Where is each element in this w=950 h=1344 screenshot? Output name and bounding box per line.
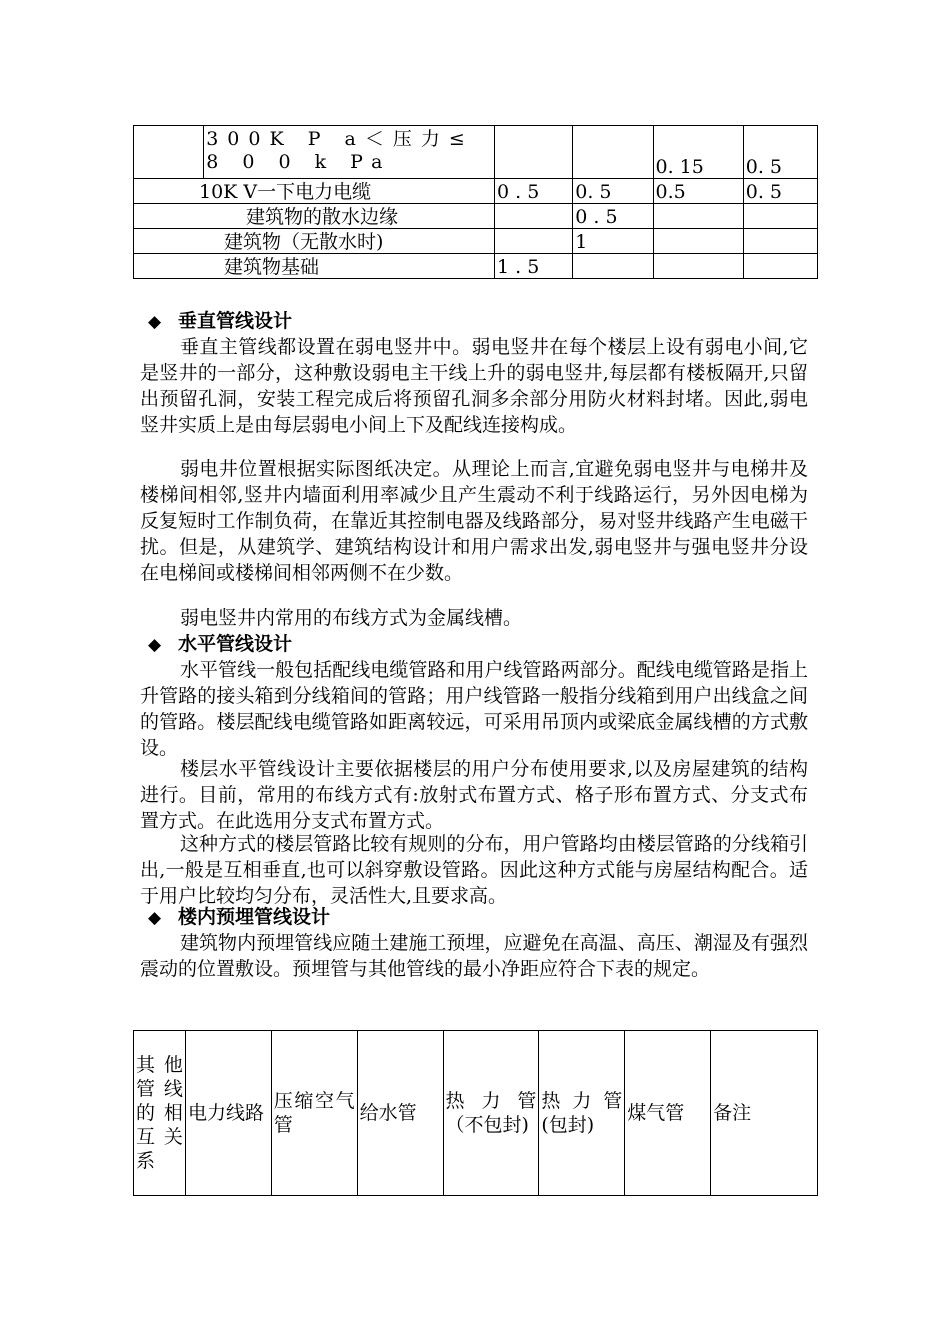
paragraph: 垂直主管线都设置在弱电竖井中。弱电竖井在每个楼层上设有弱电小间,它是竖井的一部分，这种敷设弱电主干线上升的弱电竖井,每层都有楼板隔开,只留出预留孔洞，安装工程完成后将预留孔洞多余部分用防火材料封堵。因此,弱电竖井实质上是由每层弱电小间上下及配线连接构成。 xyxy=(140,336,808,436)
section-heading-horizontal xyxy=(148,631,292,658)
section-heading-vertical xyxy=(148,308,292,335)
table-cell xyxy=(495,126,573,179)
paragraph: 弱电井位置根据实际图纸决定。从理论上而言,宜避免弱电竖井与电梯井及楼梯间相邻,竖井内墙面利用率减少且产生震动不利于线路运行，另外因电梯为反复短时工作制负荷，在靠近其控制电器及线路部分，易对竖井线路产生电磁干扰。但是，从建筑学、建筑结构设计和用户需求出发,弱电竖井与强电竖井分设在电梯间或楼梯间相邻两侧不在少数。 xyxy=(140,458,808,584)
table-cell: 0. 5 xyxy=(573,179,653,204)
table-cell xyxy=(573,254,653,279)
table-row xyxy=(134,229,818,254)
table-cell xyxy=(653,229,743,254)
table-cell: 10K V一下电力电缆 xyxy=(134,179,495,204)
diamond-bullet-icon: ◆ xyxy=(148,635,162,655)
distance-table xyxy=(133,125,818,279)
table-cell: 0. 15 xyxy=(653,126,743,179)
table-cell: 1 xyxy=(573,229,653,254)
table-cell: 0 . 5 xyxy=(495,179,573,204)
column-header: 电力线路 xyxy=(185,1031,271,1196)
table-cell xyxy=(743,229,817,254)
paragraph: 弱电竖井内常用的布线方式为金属线槽。 xyxy=(180,607,523,629)
column-header: 备注 xyxy=(711,1031,818,1196)
column-header: 热力管(包封) xyxy=(539,1031,625,1196)
diamond-bullet-icon: ◆ xyxy=(148,908,162,928)
table-cell xyxy=(743,254,817,279)
column-header: 其他管线的相互关系 xyxy=(134,1031,186,1196)
table-cell: 0. 5 xyxy=(743,126,817,179)
section-title: 楼内预埋管线设计 xyxy=(178,906,331,928)
diamond-bullet-icon: ◆ xyxy=(148,312,162,332)
clearance-table xyxy=(133,1030,818,1196)
table-row xyxy=(134,179,818,204)
table-cell xyxy=(743,204,817,229)
table-row xyxy=(134,126,818,179)
paragraph: 这种方式的楼层管路比较有规则的分布，用户管路均由楼层管路的分线箱引出,一般是互相垂直,也可以斜穿敷设管路。因此这种方式能与房屋结构配合。适于用户比较均匀分布，灵活性大,且要求高。 xyxy=(140,833,808,907)
table-header-row xyxy=(134,1031,818,1196)
table-row xyxy=(134,204,818,229)
section-title: 垂直管线设计 xyxy=(178,310,293,332)
paragraph: 水平管线一般包括配线电缆管路和用户线管路两部分。配线电缆管路是指上升管路的接头箱到分线箱间的管路；用户线管路一般指分线箱到用户出线盒之间的管路。楼层配线电缆管路如距离较远，可采用吊顶内或梁底金属线槽的方式敷设。 xyxy=(140,659,808,759)
table-cell: 0.5 xyxy=(653,179,743,204)
table-cell: 300K P a＜压力≤ 8 0 0 k Pa xyxy=(204,126,495,179)
section-heading-embedded xyxy=(148,904,330,931)
table-cell: 建筑物基础 xyxy=(134,254,495,279)
section-title: 水平管线设计 xyxy=(178,633,293,655)
table-cell: 1 . 5 xyxy=(495,254,573,279)
table-cell: 建筑物（无散水时) xyxy=(134,229,495,254)
paragraph: 建筑物内预埋管线应随土建施工预埋，应避免在高温、高压、潮湿及有强烈震动的位置敷设。预埋管与其他管线的最小净距应符合下表的规定。 xyxy=(140,932,808,980)
column-header: 煤气管 xyxy=(625,1031,711,1196)
column-header: 给水管 xyxy=(357,1031,443,1196)
table-cell xyxy=(653,204,743,229)
table-cell xyxy=(495,204,573,229)
column-header: 热力管（不包封) xyxy=(443,1031,539,1196)
table-cell xyxy=(495,229,573,254)
paragraph: 楼层水平管线设计主要依据楼层的用户分布使用要求,以及房屋建筑的结构进行。目前，常用的布线方式有:放射式布置方式、格子形布置方式、分支式布置方式。在此选用分支式布置方式。 xyxy=(140,758,808,832)
table-cell: 0 . 5 xyxy=(573,204,653,229)
table-cell xyxy=(653,254,743,279)
table-cell: 建筑物的散水边缘 xyxy=(134,204,495,229)
table-cell xyxy=(573,126,653,179)
column-header: 压缩空气管 xyxy=(271,1031,357,1196)
table-cell xyxy=(134,126,204,179)
table-row xyxy=(134,254,818,279)
table-cell: 0. 5 xyxy=(743,179,817,204)
